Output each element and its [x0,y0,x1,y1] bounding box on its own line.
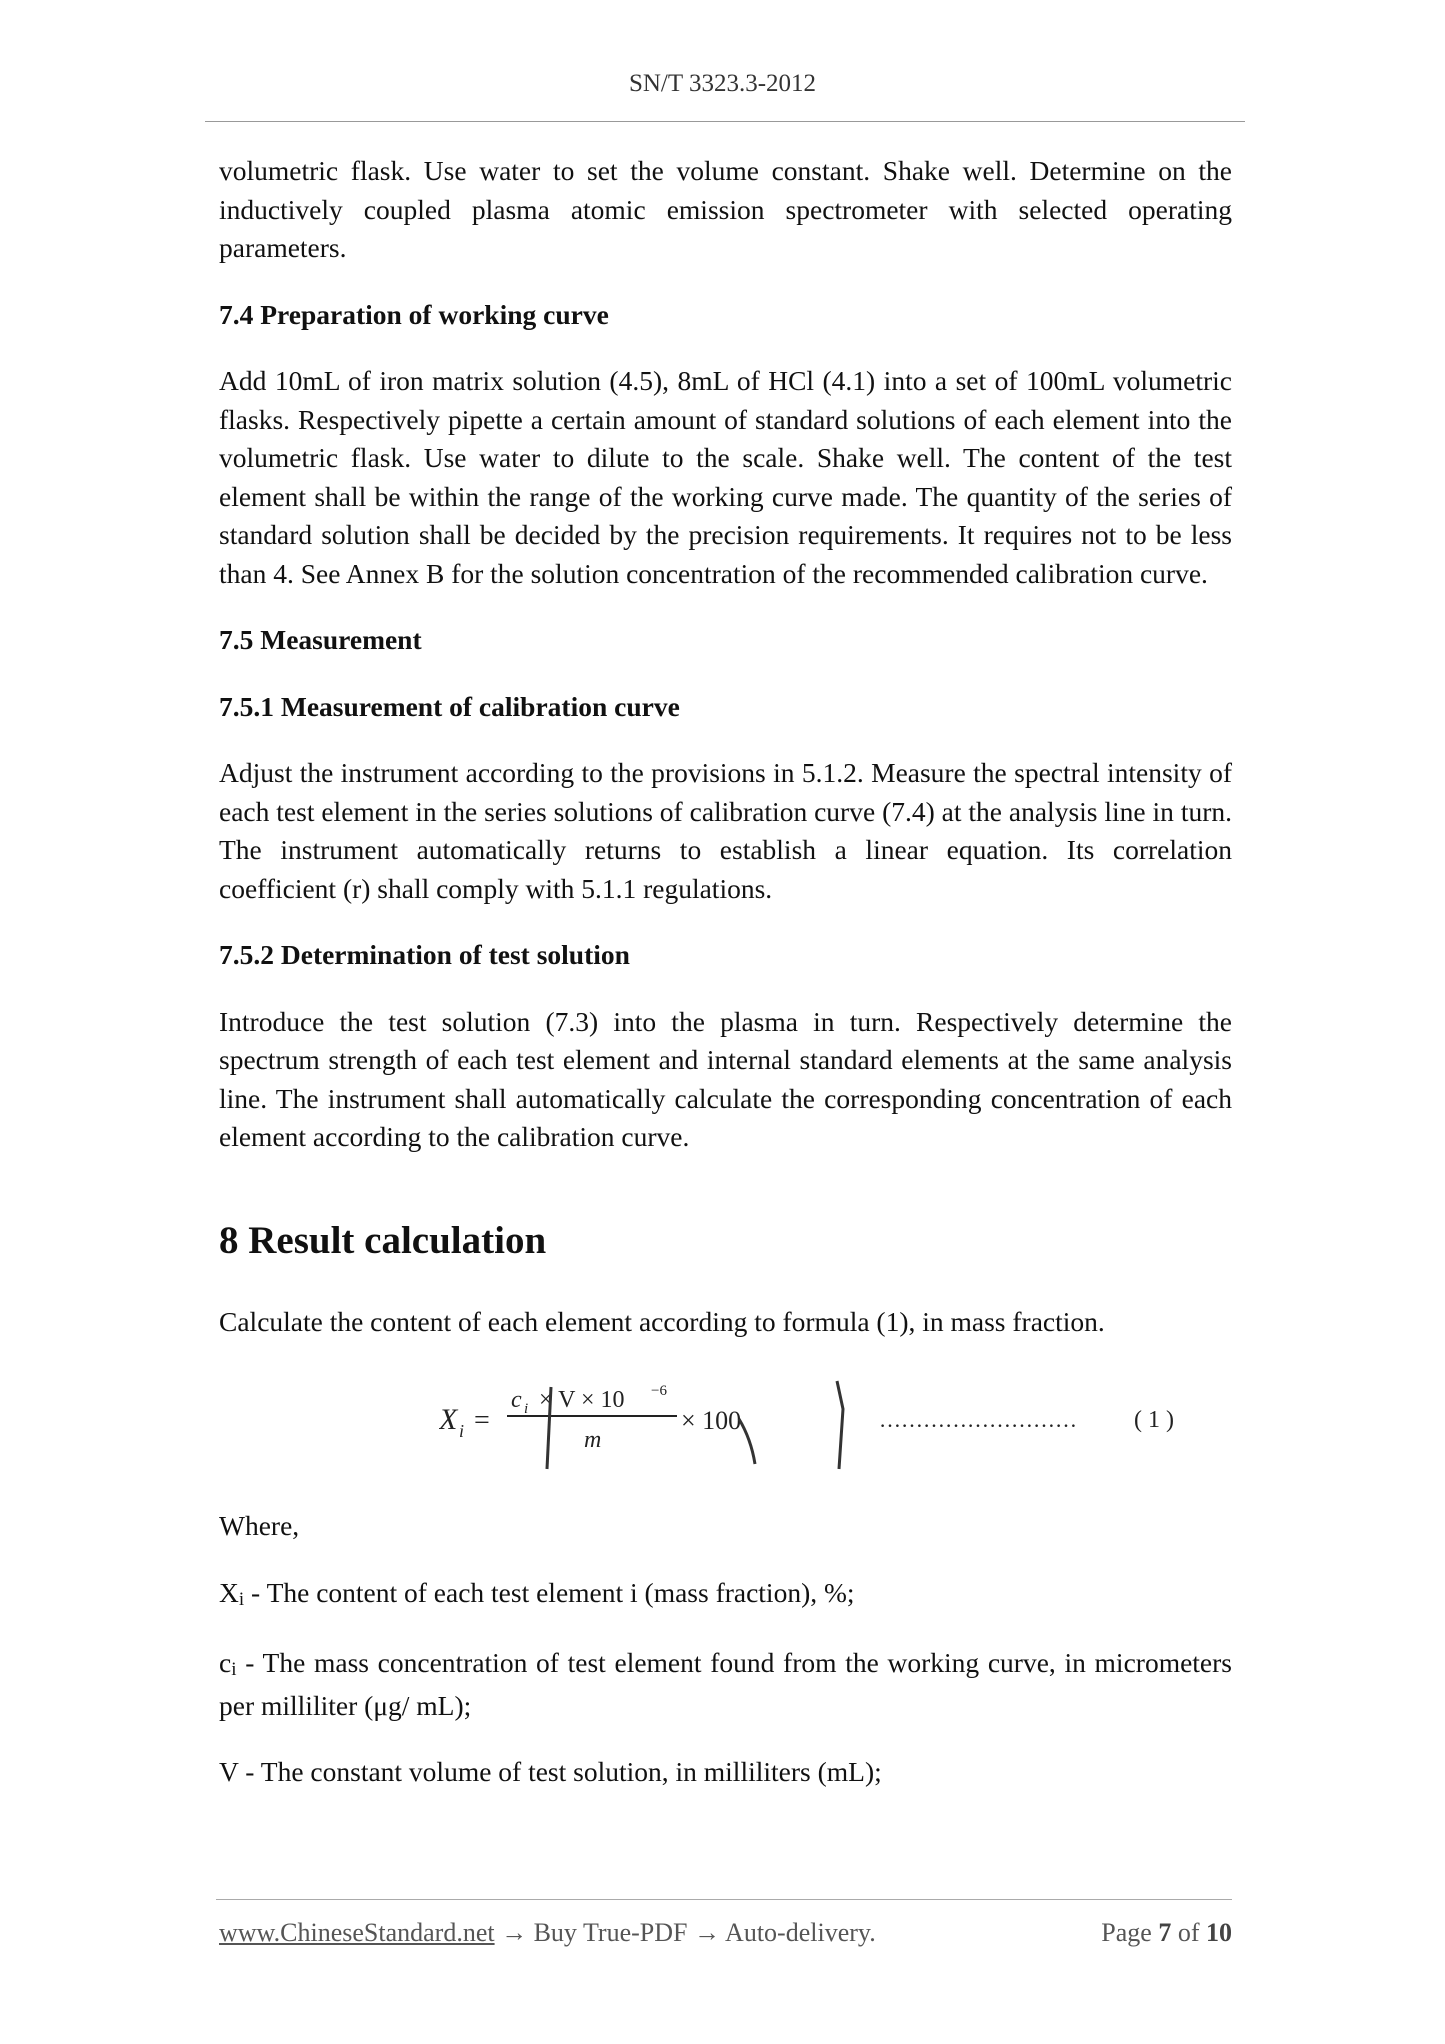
footer-tagline: → Buy True-PDF → Auto-delivery. [494,1918,876,1947]
formula-exponent: −6 [651,1383,667,1399]
formula-numerator-rest: × V × 10 [539,1387,625,1413]
footer-divider [216,1899,1232,1900]
page-content [219,152,1232,1792]
paragraph-7-5-1: Adjust the instrument according to the provisions in 5.1.2. Measure the spectral intensity of each test element in the series solutions of calibration curve (7.4) at the analysis line in turn. The instrument automatically returns to establish a linear equation. Its correlation coefficient (r) shall comply with 5.1.1 regulations. [219,757,1232,904]
definition-c: ci - The mass concentration of test element found from the working curve, in micrometers per milliliter (μg/ mL); [219,1647,1232,1721]
formula-numerator: c [511,1387,522,1413]
paragraph-7-5-2: Introduce the test solution (7.3) into the plasma in turn. Respectively determine the spectrum strength of each test element and internal standard elements at the same analysis line. The instrument shall automatically calculate the corresponding concentration of each element according to the calibration curve. [219,1005,1232,1152]
formula-leader: ……………………… [879,1407,1077,1432]
formula-lhs-sub: i [459,1421,465,1441]
formula-multiplier: × 100 [681,1406,742,1435]
paragraph-7-4: Add 10mL of iron matrix solution (4.5), 8mL of HCl (4.1) into a set of 100mL volumetric flasks. Respectively pipette a certain amount of standard solutions of each element into the volumetric flask. Use water to dilute to the scale. Shake well. The content of the test element shall be within the range of the working curve made. The quantity of the series of standard solution shall be decided by the precision requirements. It requires not to be less than 4. See Annex B for the solution concentration of the recommended calibration curve. [219,365,1232,589]
footer-left [219,1918,876,1948]
heading-8: 8 Result calculation [219,1218,547,1262]
formula-image [439,1369,1239,1479]
header-divider [205,121,1245,122]
heading-7-5: 7.5 Measurement [219,624,422,655]
heading-7-5-1: 7.5.1 Measurement of calibration curve [219,690,680,722]
formula-numerator-sub: i [524,1401,529,1417]
formula-1 [219,1369,1232,1479]
heading-7-4: 7.4 Preparation of working curve [219,298,609,330]
page-header: SN/T 3323.3-2012 [628,70,817,97]
where-label: Where, [219,1510,300,1541]
definition-x: Xi - The content of each test element i (mass fraction), %; [219,1576,855,1610]
formula-number: ( 1 ) [1134,1407,1174,1433]
formula-denominator: m [584,1427,602,1453]
page-footer [219,1918,1232,1954]
page-number: Page 7 of 10 [1101,1918,1232,1947]
formula-lhs: X [439,1403,458,1436]
heading-7-5-2: 7.5.2 Determination of test solution [219,939,630,970]
definition-v: V - The constant volume of test solution, in milliliters (mL); [219,1756,882,1787]
svg-text:=: = [474,1405,490,1436]
site-link[interactable]: www.ChineseStandard.net [219,1918,495,1947]
paragraph-8: Calculate the content of each element according to formula (1), in mass fraction. [219,1305,1105,1337]
intro-paragraph: volumetric flask. Use water to set the volume constant. Shake well. Determine on the inductively coupled plasma atomic emission spectrometer with selected operating parameters. [219,155,1232,263]
